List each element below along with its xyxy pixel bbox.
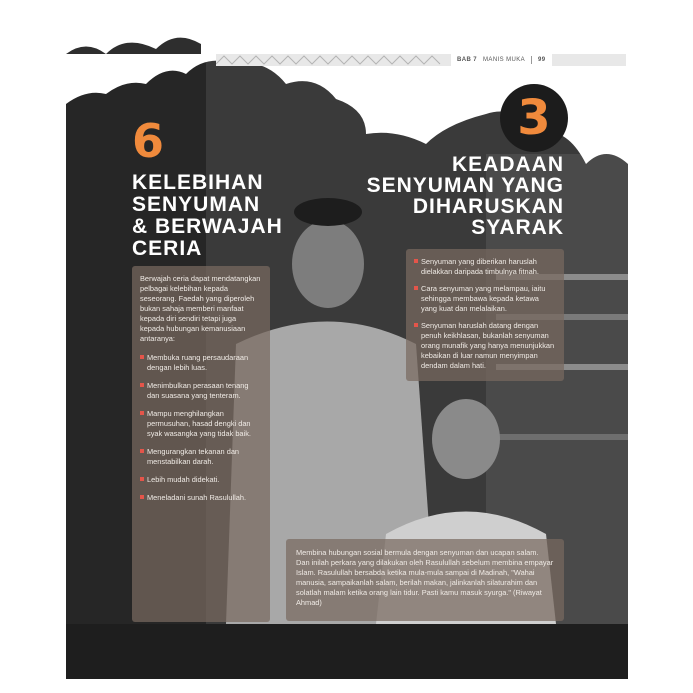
list-item: Membuka ruang persaudaraan dengan lebih luas. (140, 353, 262, 373)
title-line: & BERWAJAH (132, 215, 283, 238)
title-line: DIHARUSKAN (412, 195, 564, 218)
left-section-title (132, 172, 283, 260)
list-item: Mengurangkan tekanan dan menstabilkan darah. (140, 447, 262, 467)
right-text-panel (406, 249, 564, 381)
section-number-left: 6 (132, 114, 165, 168)
left-text-panel (132, 266, 270, 622)
chapter-title: MANIS MUKA (483, 57, 526, 63)
list-item: Mampu menghilangkan permusuhan, hasad dengki dan syak wasangka yang tidak baik. (140, 409, 262, 439)
magazine-page (66, 14, 628, 679)
list-item: Meneladani sunah Rasulullah. (140, 493, 262, 503)
bottom-text-panel (286, 539, 564, 621)
title-line: SENYUMAN (132, 193, 261, 216)
title-line: KELEBIHAN (132, 171, 264, 194)
title-line: CERIA (132, 237, 203, 260)
list-item: Senyuman haruslah datang dengan penuh keikhlasan, bukanlah senyuman orang munafik yang hanya menunjukkan kebaikan di luar namun menyimpan dendam dalam hati. (414, 321, 556, 371)
list-item: Lebih mudah didekati. (140, 475, 262, 485)
decorative-pattern-strip (216, 54, 626, 66)
conditions-list (414, 257, 556, 371)
left-intro-paragraph: Berwajah ceria dapat mendatangkan pelbagai kelebihan kepada seseorang. Faedah yang diperoleh bukan sahaja memberi manfaat kepada diri sendiri tetapi juga kepada hubungan kemanusiaan antaranya: (140, 274, 261, 343)
title-line: KEADAAN (452, 153, 564, 176)
title-line: SYARAK (471, 216, 564, 239)
page-number: 99 (538, 57, 546, 63)
list-item: Cara senyuman yang melampau, iaitu sehingga membawa kepada ketawa yang kuat dan melalaikan. (414, 284, 556, 314)
bottom-paragraph: Membina hubungan sosial bermula dengan senyuman dan ucapan salam. Dan inilah perkara yang dilakukan oleh Rasulullah sebelum membina empayar Islam. Rasulullah bersabda ketika mula-mula sampai di Madinah, "Wahai manusia, sampaikanlah salam, berilah makan, jalinkanlah silaturahim dan solatlah malam ketika orang lain tidur. Pasti kamu masuk syurga." (Riwayat Ahmad) (296, 548, 554, 607)
section-number-right-badge (500, 84, 568, 152)
title-line: SENYUMAN YANG (366, 174, 564, 197)
list-item: Menimbulkan perasaan tenang dan suasana yang tenteram. (140, 381, 262, 401)
right-section-title (346, 154, 564, 238)
section-number-right: 3 (517, 90, 551, 146)
list-item: Senyuman yang diberikan haruslah dielakkan daripada timbulnya fitnah. (414, 257, 556, 277)
benefits-list (140, 353, 262, 503)
chapter-label: BAB 7 (457, 57, 478, 63)
header-divider (531, 56, 532, 64)
running-header (451, 54, 552, 66)
